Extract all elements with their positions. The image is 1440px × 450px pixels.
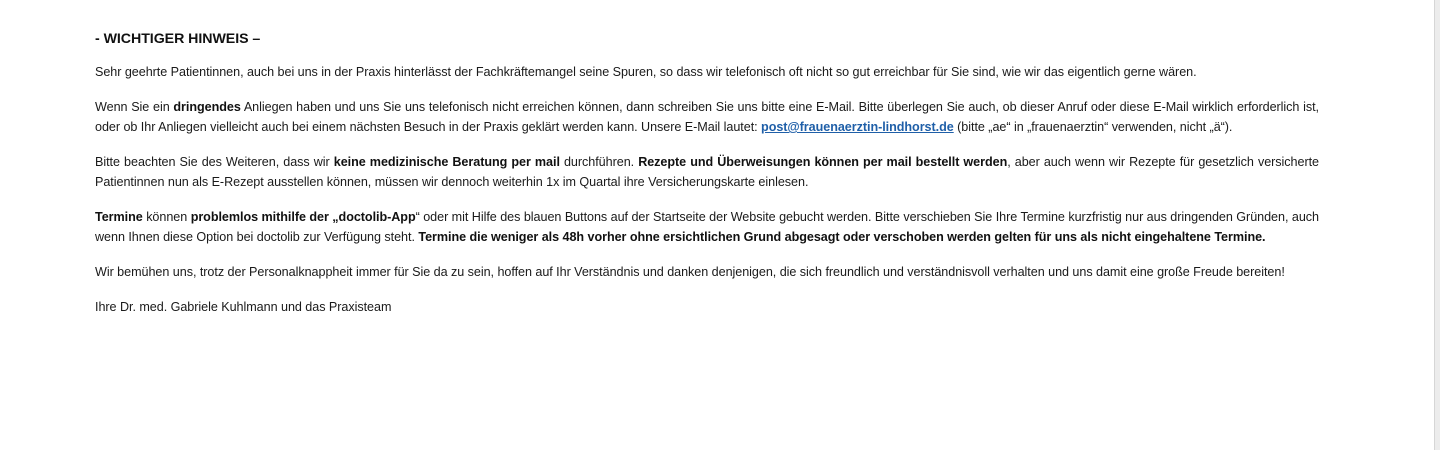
paragraph-appointments [95,207,1319,247]
email-link[interactable]: post@frauenaerztin-lindhorst.de [761,120,954,134]
bold-appointments: Termine [95,210,143,224]
text-segment: durchführen. [559,155,639,169]
text-segment: Anliegen haben und uns Sie uns telefonisch nicht erreichen können, dann schreiben Sie uns bitte eine E-Mail. Bitte überlegen Sie auch, ob dieser Anruf oder diese E-Mail wirklich erforderlich ist, oder ob Ihr Anliegen vielleicht auch bei einem nächsten Besuch in der Praxis geklärt werden kann. Unsere E-Mail lautet: [95,100,1320,134]
page-edge-scrollbar [1434,0,1440,450]
paragraph-intro: Sehr geehrte Patientinnen, auch bei uns in der Praxis hinterlässt der Fachkräftemangel seine Spuren, so dass wir telefonisch oft nicht so gut erreichbar für Sie sind, wie wir das eigentlich gerne wären. [95,65,1197,79]
text-segment: Wenn Sie ein [95,100,174,114]
notice-content [95,29,1319,317]
notice-heading: - WICHTIGER HINWEIS – [95,31,261,47]
text-segment: (bitte „ae“ in „frauenaerztin“ verwenden, nicht „ä“). [953,120,1233,134]
bold-cancellation-policy: Termine die weniger als 48h vorher ohne ersichtlichen Grund abgesagt oder verschoben werden gelten für uns als nicht eingehaltene Termine. [418,230,1266,244]
text-segment: “ oder mit Hilfe des blauen Buttons auf der Startseite der Website gebucht werden. Bitte verschieben Sie Ihre Termine kurzfristig nur aus dringenden Gründen, auch wenn Ihnen diese Option bei doctolib zur Verfügung steht. [95,210,1319,244]
text-segment: Bitte beachten Sie des Weiteren, dass wir [95,155,334,169]
text-segment: , aber auch wenn wir Rezepte für gesetzlich versicherte Patientinnen nun als E-Rezept ausstellen können, müssen wir dennoch weiterhin 1x im Quartal ihre Versicherungskarte einlesen. [95,155,1319,189]
bold-doctolib: problemlos mithilfe der „doctolib-App [190,210,416,224]
paragraph-email [95,97,1319,137]
text-segment: können [142,210,191,224]
bold-prescriptions: Rezepte und Überweisungen können per mail bestellt werden [638,155,1008,169]
paragraph-prescriptions [95,152,1319,192]
signature: Ihre Dr. med. Gabriele Kuhlmann und das Praxisteam [95,300,392,314]
paragraph-thanks: Wir bemühen uns, trotz der Personalknappheit immer für Sie da zu sein, hoffen auf Ihr Verständnis und danken denjenigen, die sich freundlich und verständnisvoll verhalten und uns damit eine große Freude bereiten! [95,265,1285,279]
bold-urgent: dringendes [173,100,241,114]
bold-no-advice: keine medizinische Beratung per mail [333,155,560,169]
